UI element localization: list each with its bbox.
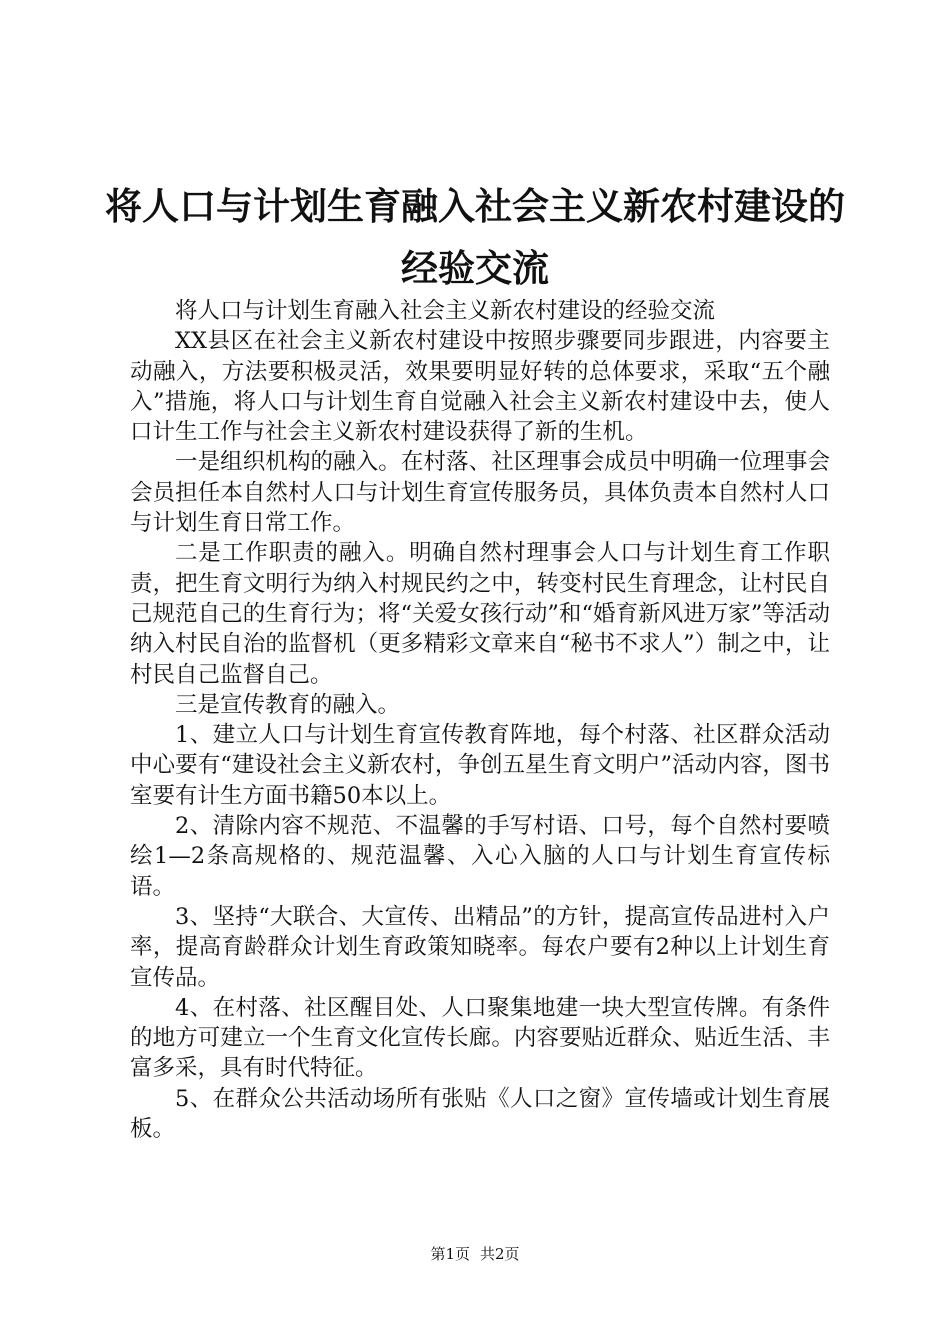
document-body	[130, 296, 830, 1144]
document-title-line-2: 经验交流	[401, 246, 549, 290]
document-title-line-1: 将人口与计划生育融入社会主义新农村建设的	[105, 184, 845, 228]
page-number: 第1页	[430, 1245, 470, 1263]
paragraph-organization: 一是组织机构的融入。在村落、社区理事会成员中明确一位理事会会员担任本自然村人口与计划生育宣传服务员，具体负责本自然村人口与计划生育日常工作。	[130, 449, 830, 537]
paragraph-item-2: 2、清除内容不规范、不温馨的手写村语、口号，每个自然村要喷绘1—2条高规格的、规范温馨、入心入脑的人口与计划生育宣传标语。	[130, 813, 830, 900]
paragraph-subtitle: 将人口与计划生育融入社会主义新农村建设的经验交流	[175, 298, 716, 324]
paragraph-item-4: 4、在村落、社区醒目处、人口聚集地建一块大型宣传牌。有条件的地方可建立一个生育文化宣传长廊。内容要贴近群众、贴近生活、丰富多采，具有时代特征。	[130, 994, 830, 1082]
page-footer	[0, 1244, 950, 1264]
page-total: 共2页	[480, 1245, 520, 1263]
paragraph-education-heading: 三是宣传教育的融入。	[175, 691, 401, 718]
paragraph-item-1: 1、建立人口与计划生育宣传教育阵地，每个村落、社区群众活动中心要有“建设社会主义新农村，争创五星生育文明户”活动内容，图书室要有计生方面书籍50本以上。	[130, 722, 830, 809]
paragraph-responsibility: 二是工作职责的融入。明确自然村理事会人口与计划生育工作职责，把生育文明行为纳入村规民约之中，转变村民生育理念，让村民自己规范自己的生育行为；将“关爱女孩行动”和“婚育新风进万家”等活动纳入村民自治的监督机（更多精彩文章来自“秘书不求人”）制之中，让村民自己监督自己。	[130, 540, 830, 688]
paragraph-intro: XX县区在社会主义新农村建设中按照步骤要同步跟进，内容要主动融入，方法要积极灵活，效果要明显好转的总体要求，采取“五个融入”措施，将人口与计划生育自觉融入社会主义新农村建设中去，使人口计生工作与社会主义新农村建设获得了新的生机。	[130, 328, 830, 446]
paragraph-item-3: 3、坚持“大联合、大宣传、出精品”的方针，提高宣传品进村入户率，提高育龄群众计划生育政策知晓率。每农户要有2种以上计划生育宣传品。	[130, 903, 830, 991]
paragraph-item-5: 5、在群众公共活动场所有张贴《人口之窗》宣传墙或计划生育展板。	[130, 1085, 830, 1143]
